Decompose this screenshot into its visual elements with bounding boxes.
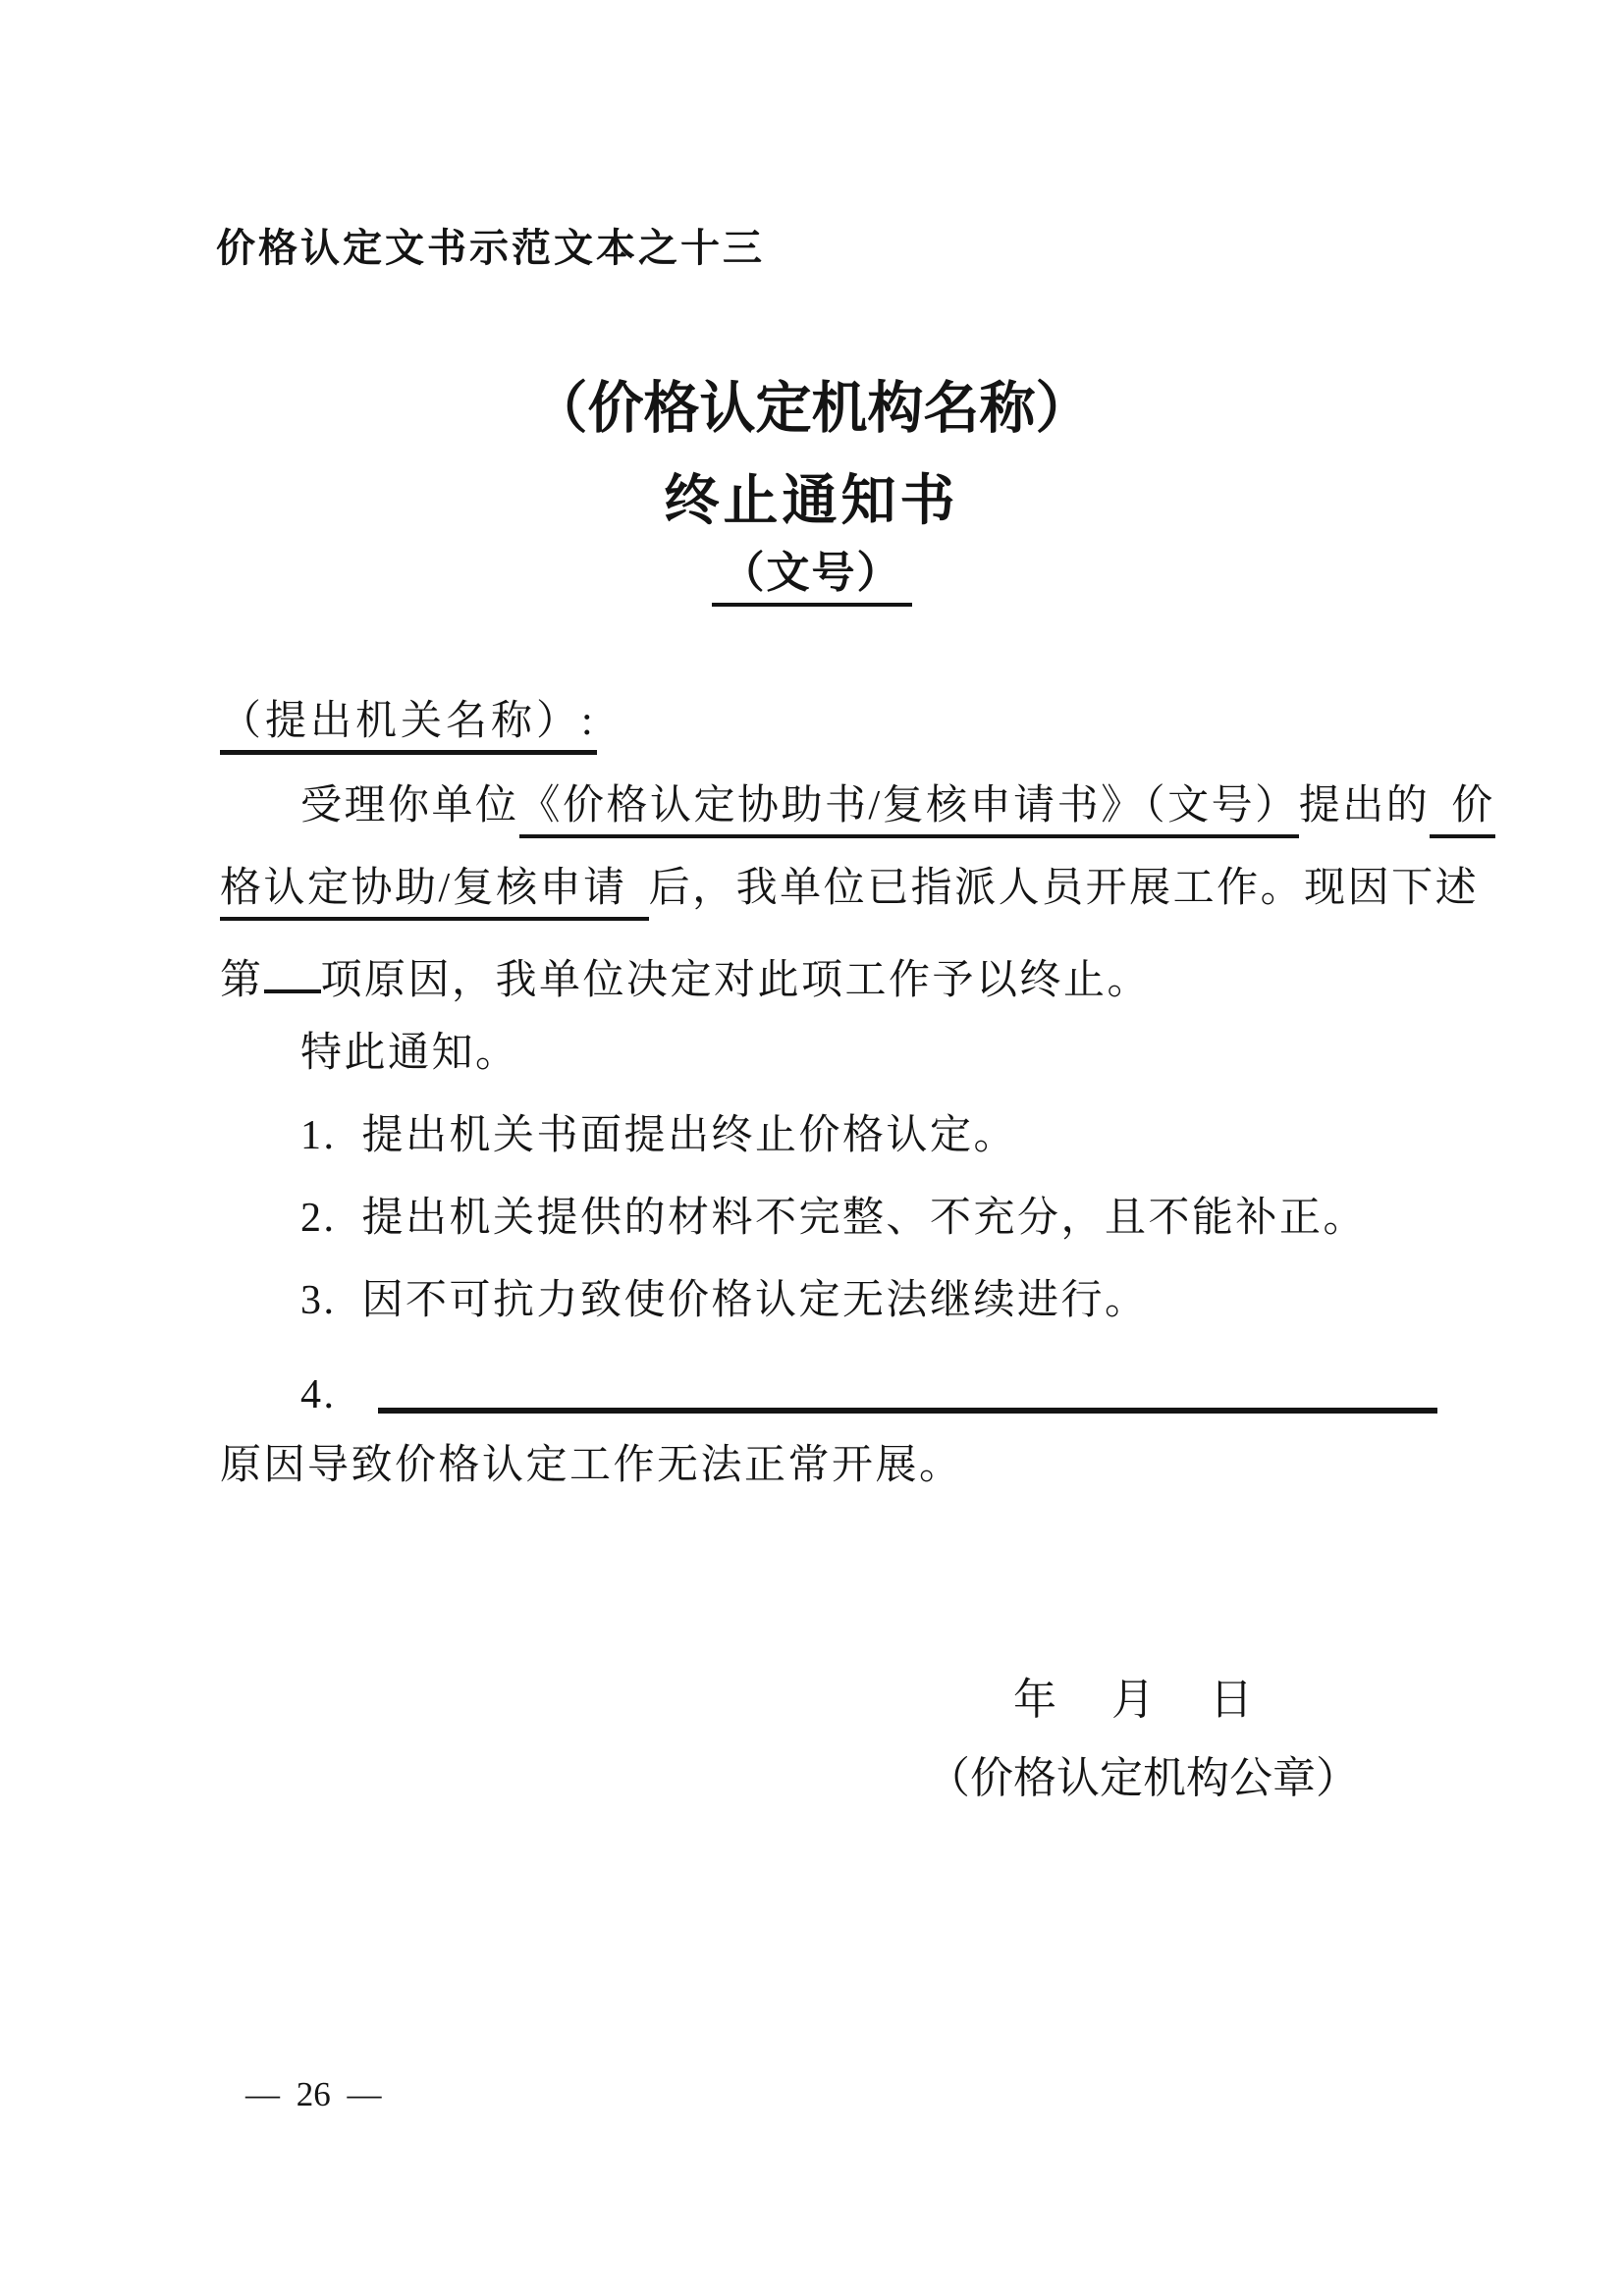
para1-underlined-doc-ref: 《价格认定协助书/复核申请书》（文号）: [519, 783, 1299, 838]
para1-line3-pre: 第: [220, 958, 264, 1003]
title-doc-name: 终止通知书: [664, 471, 959, 532]
reason-4-number: 4.: [300, 1372, 337, 1417]
reason-tail-line: [220, 1445, 1437, 1486]
fill-in-blank-line: [378, 1364, 1438, 1414]
reason-1-number: 1.: [300, 1113, 337, 1158]
reason-3-number: 3.: [300, 1278, 337, 1323]
para1-line2-rest: 后，我单位已指派人员开展工作。现因下述: [648, 866, 1480, 911]
reason-item-3: [220, 1280, 1437, 1321]
reason-item-2: [220, 1198, 1437, 1239]
salutation-line: [220, 701, 1437, 755]
reason-item-1: [220, 1115, 1437, 1156]
salutation-text: （提出机关名称）:: [220, 701, 597, 755]
reason-tail-text: 原因导致价格认定工作无法正常开展。: [220, 1443, 963, 1488]
paragraph1-line2: [220, 866, 1480, 911]
title-doc-number: （文号）: [712, 552, 912, 607]
reason-3-text: 因不可抗力致使价格认定无法继续进行。: [361, 1278, 1149, 1323]
reason-2-number: 2.: [300, 1196, 337, 1241]
para1-mid-text: 提出的: [1298, 783, 1431, 828]
signature-stamp-note: （价格认定机构公章）: [927, 1754, 1359, 1802]
reason-item-4: [220, 1364, 1437, 1415]
notice-line: [220, 1033, 1437, 1074]
para1-underlined-continuation: 格认定协助/复核申请: [220, 866, 649, 921]
document-series-label: 价格认定文书示范文本之十三: [216, 227, 765, 270]
signature-date-line: 年 月 日: [1013, 1676, 1259, 1724]
para1-line3-rest: 项原因，我单位决定对此项工作予以终止。: [320, 958, 1152, 1003]
title-org-name: （价格认定机构名称）: [531, 378, 1092, 440]
reason-2-text: 提出机关提供的材料不完整、不充分，且不能补正。: [361, 1196, 1368, 1241]
blank-underline-item-number: [264, 950, 321, 993]
reason-1-text: 提出机关书面提出终止价格认定。: [361, 1113, 1018, 1158]
page-number: — 26 —: [245, 2075, 382, 2113]
para1-pre-text: 受理你单位: [300, 783, 519, 828]
para1-underlined-tail: 价: [1430, 783, 1495, 838]
notice-text: 特此通知。: [300, 1031, 519, 1076]
title-doc-number-line: [0, 549, 1623, 607]
paragraph1-line3: [220, 950, 1437, 1001]
paragraph1-line1: [220, 783, 1495, 828]
